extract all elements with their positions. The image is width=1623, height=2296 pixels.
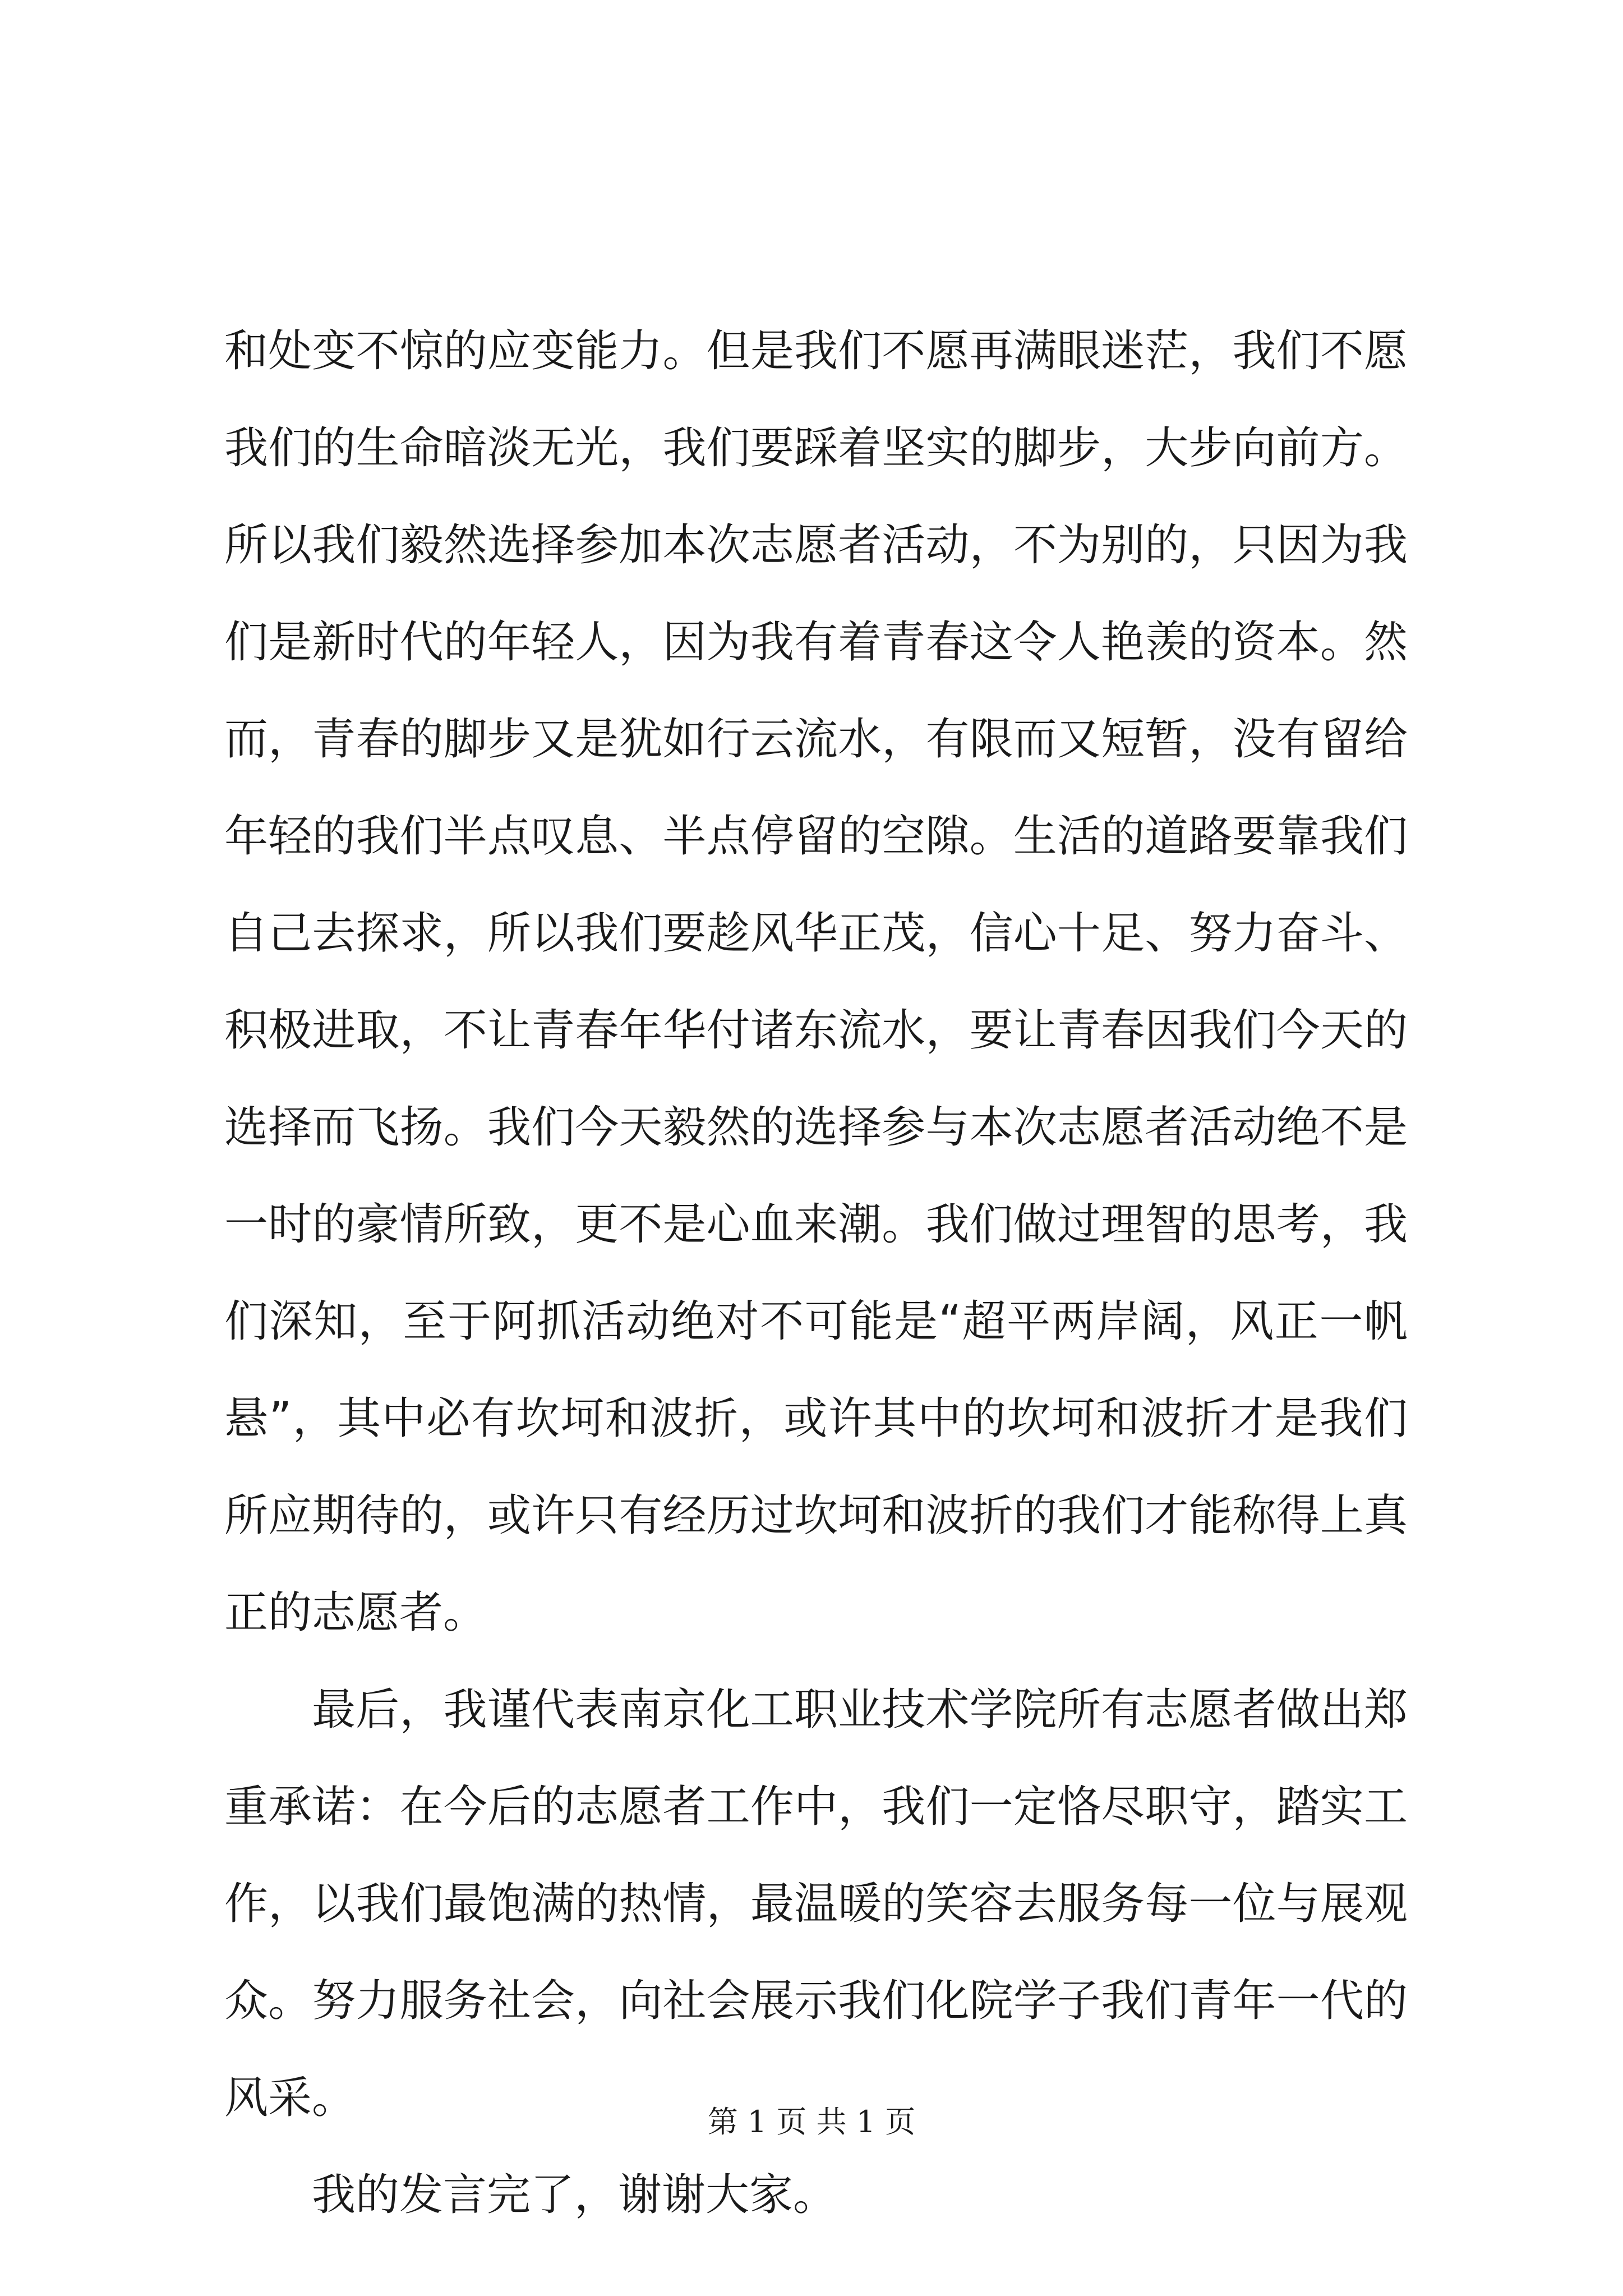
paragraph-continuation: 和处变不惊的应变能力。但是我们不愿再满眼迷茫，我们不愿我们的生命暗淡无光，我们要踩着坚实的脚步，大步向前方。所以我们毅然选择参加本次志愿者活动，不为别的，只因为我们是新时代的年轻人，因为我有着青春这令人艳羡的资本。然而，青春的脚步又是犹如行云流水，有限而又短暂，没有留给年轻的我们半点叹息、半点停留的空隙。生活的道路要靠我们自己去探求，所以我们要趁风华正茂，信心十足、努力奋斗、积极进取，不让青春年华付诸东流水，要让青春因我们今天的选择而飞扬。我们今天毅然的选择参与本次志愿者活动绝不是一时的豪情所致，更不是心血来潮。我们做过理智的思考，我们深知，至于阿抓活动绝对不可能是“超平两岸阔，风正一帆悬”，其中必有坎坷和波折，或许其中的坎坷和波折才是我们所应期待的，或许只有经历过坎坷和波折的我们才能称得上真正的志愿者。 bbox=[224, 326, 1408, 1638]
page-footer: 第 1 页 共 1 页 bbox=[707, 2104, 916, 2139]
paragraph-closing: 我的发言完了，谢谢大家。 bbox=[312, 2170, 837, 2220]
paragraph-commitment: 最后，我谨代表南京化工职业技术学院所有志愿者做出郑重承诺：在今后的志愿者工作中，我们一定恪尽职守，踏实工作，以我们最饱满的热情，最温暖的笑容去服务每一位与展观众。努力服务社会，向社会展示我们化院学子我们青年一代的风采。 bbox=[224, 1685, 1408, 2123]
document-body bbox=[224, 303, 1408, 2244]
